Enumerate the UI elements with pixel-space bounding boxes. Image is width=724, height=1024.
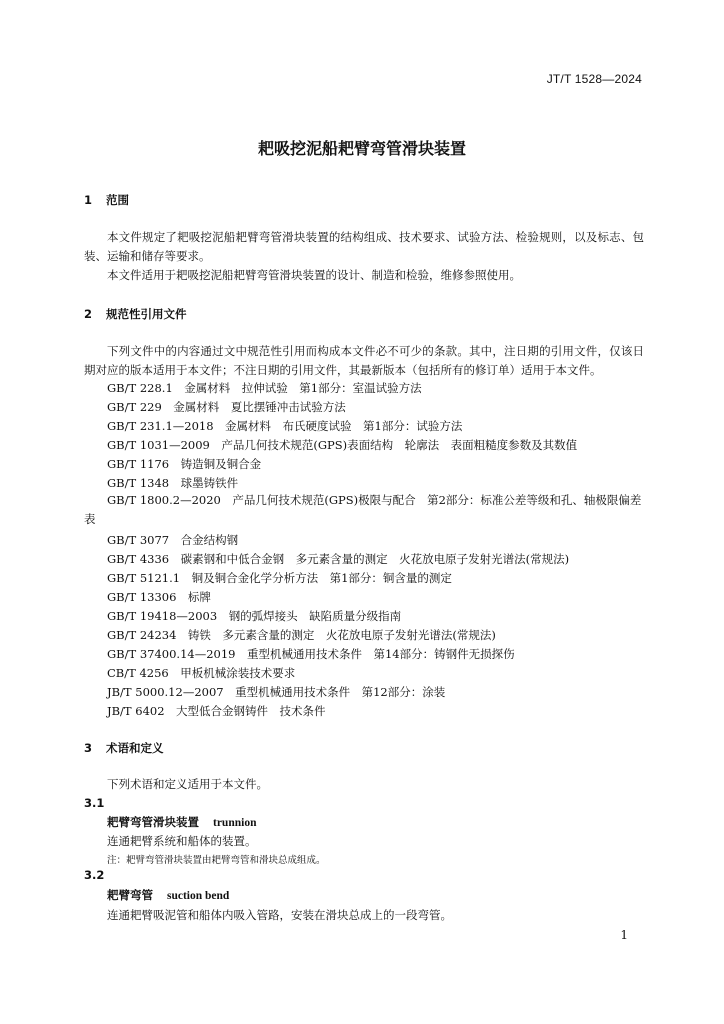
standard-code: JT/T 1528—2024 — [546, 72, 642, 86]
reference-item: GB/T 1348 球墨铸铁件 — [107, 476, 239, 490]
reference-item: GB/T 13306 标牌 — [107, 590, 211, 604]
section-2-intro: 下列文件中的内容通过文中规范性引用而构成本文件必不可少的条款。其中，注日期的引用文件，仅该日期对应的版本适用于本文件；不注日期的引用文件，其最新版本（包括所有的修订单）适用于本文件。 — [84, 344, 644, 377]
reference-item: GB/T 1176 铸造铜及铜合金 — [107, 457, 262, 471]
section-number: 3 — [84, 741, 93, 755]
section-1-paragraph-1: 本文件规定了耙吸挖泥船耙臂弯管滑块装置的结构组成、技术要求、试验方法、检验规则，以及标志、包装、运输和储存等要求。 — [84, 230, 644, 263]
reference-item: GB/T 37400.14—2019 重型机械通用技术条件 第14部分：铸钢件无损探伤 — [107, 647, 515, 661]
term-entry — [107, 814, 256, 830]
reference-item: CB/T 4256 甲板机械涂装技术要求 — [107, 666, 296, 680]
reference-item: GB/T 4336 碳素钢和中低合金钢 多元素含量的测定 火花放电原子发射光谱法(常规法) — [107, 552, 570, 566]
term-note: 注：耙臂弯管滑块装置由耙臂弯管和滑块总成组成。 — [107, 855, 326, 866]
section-3-heading — [84, 740, 164, 756]
reference-item: GB/T 228.1 金属材料 拉伸试验 第1部分：室温试验方法 — [107, 381, 422, 395]
term-chinese: 耙臂弯管 — [107, 888, 153, 902]
reference-item: GB/T 1800.2—2020 产品几何技术规范(GPS)极限与配合 第2部分：标准公差等级和孔、轴极限偏差表 — [84, 493, 642, 526]
reference-item: GB/T 1031—2009 产品几何技术规范(GPS)表面结构 轮廓法 表面粗糙度参数及其数值 — [107, 438, 578, 452]
reference-item: GB/T 3077 合金结构钢 — [107, 533, 239, 547]
section-1-heading — [84, 192, 129, 208]
term-number: 3.2 — [84, 868, 105, 882]
reference-item: JB/T 5000.12—2007 重型机械通用技术条件 第12部分：涂装 — [107, 685, 446, 699]
reference-item: GB/T 5121.1 铜及铜合金化学分析方法 第1部分：铜含量的测定 — [107, 571, 452, 585]
term-definition: 连通耙臂系统和船体的装置。 — [107, 834, 257, 848]
term-english: suction bend — [167, 890, 230, 902]
term-entry — [107, 887, 229, 903]
section-number: 1 — [84, 193, 93, 207]
section-title: 术语和定义 — [106, 741, 164, 755]
section-number: 2 — [84, 307, 93, 321]
section-title: 规范性引用文件 — [106, 307, 187, 321]
reference-item: GB/T 24234 铸铁 多元素含量的测定 火花放电原子发射光谱法(常规法) — [107, 628, 496, 642]
term-chinese: 耙臂弯管滑块装置 — [107, 815, 199, 829]
term-definition: 连通耙臂吸泥管和船体内吸入管路，安装在滑块总成上的一段弯管。 — [107, 908, 452, 922]
term-number: 3.1 — [84, 796, 105, 810]
section-title: 范围 — [106, 193, 129, 207]
section-1-paragraph-2: 本文件适用于耙吸挖泥船耙臂弯管滑块装置的设计、制造和检验，维修参照使用。 — [107, 268, 521, 282]
reference-item: GB/T 229 金属材料 夏比摆锤冲击试验方法 — [107, 400, 346, 414]
section-2-heading — [84, 306, 187, 322]
reference-item: GB/T 19418—2003 钢的弧焊接头 缺陷质量分级指南 — [107, 609, 402, 623]
reference-item: GB/T 231.1—2018 金属材料 布氏硬度试验 第1部分：试验方法 — [107, 419, 463, 433]
section-3-intro: 下列术语和定义适用于本文件。 — [107, 777, 268, 791]
document-title: 耙吸挖泥船耙臂弯管滑块装置 — [257, 139, 466, 158]
page-number: 1 — [620, 928, 628, 942]
term-english: trunnion — [213, 817, 257, 829]
reference-item: JB/T 6402 大型低合金钢铸件 技术条件 — [107, 704, 326, 718]
